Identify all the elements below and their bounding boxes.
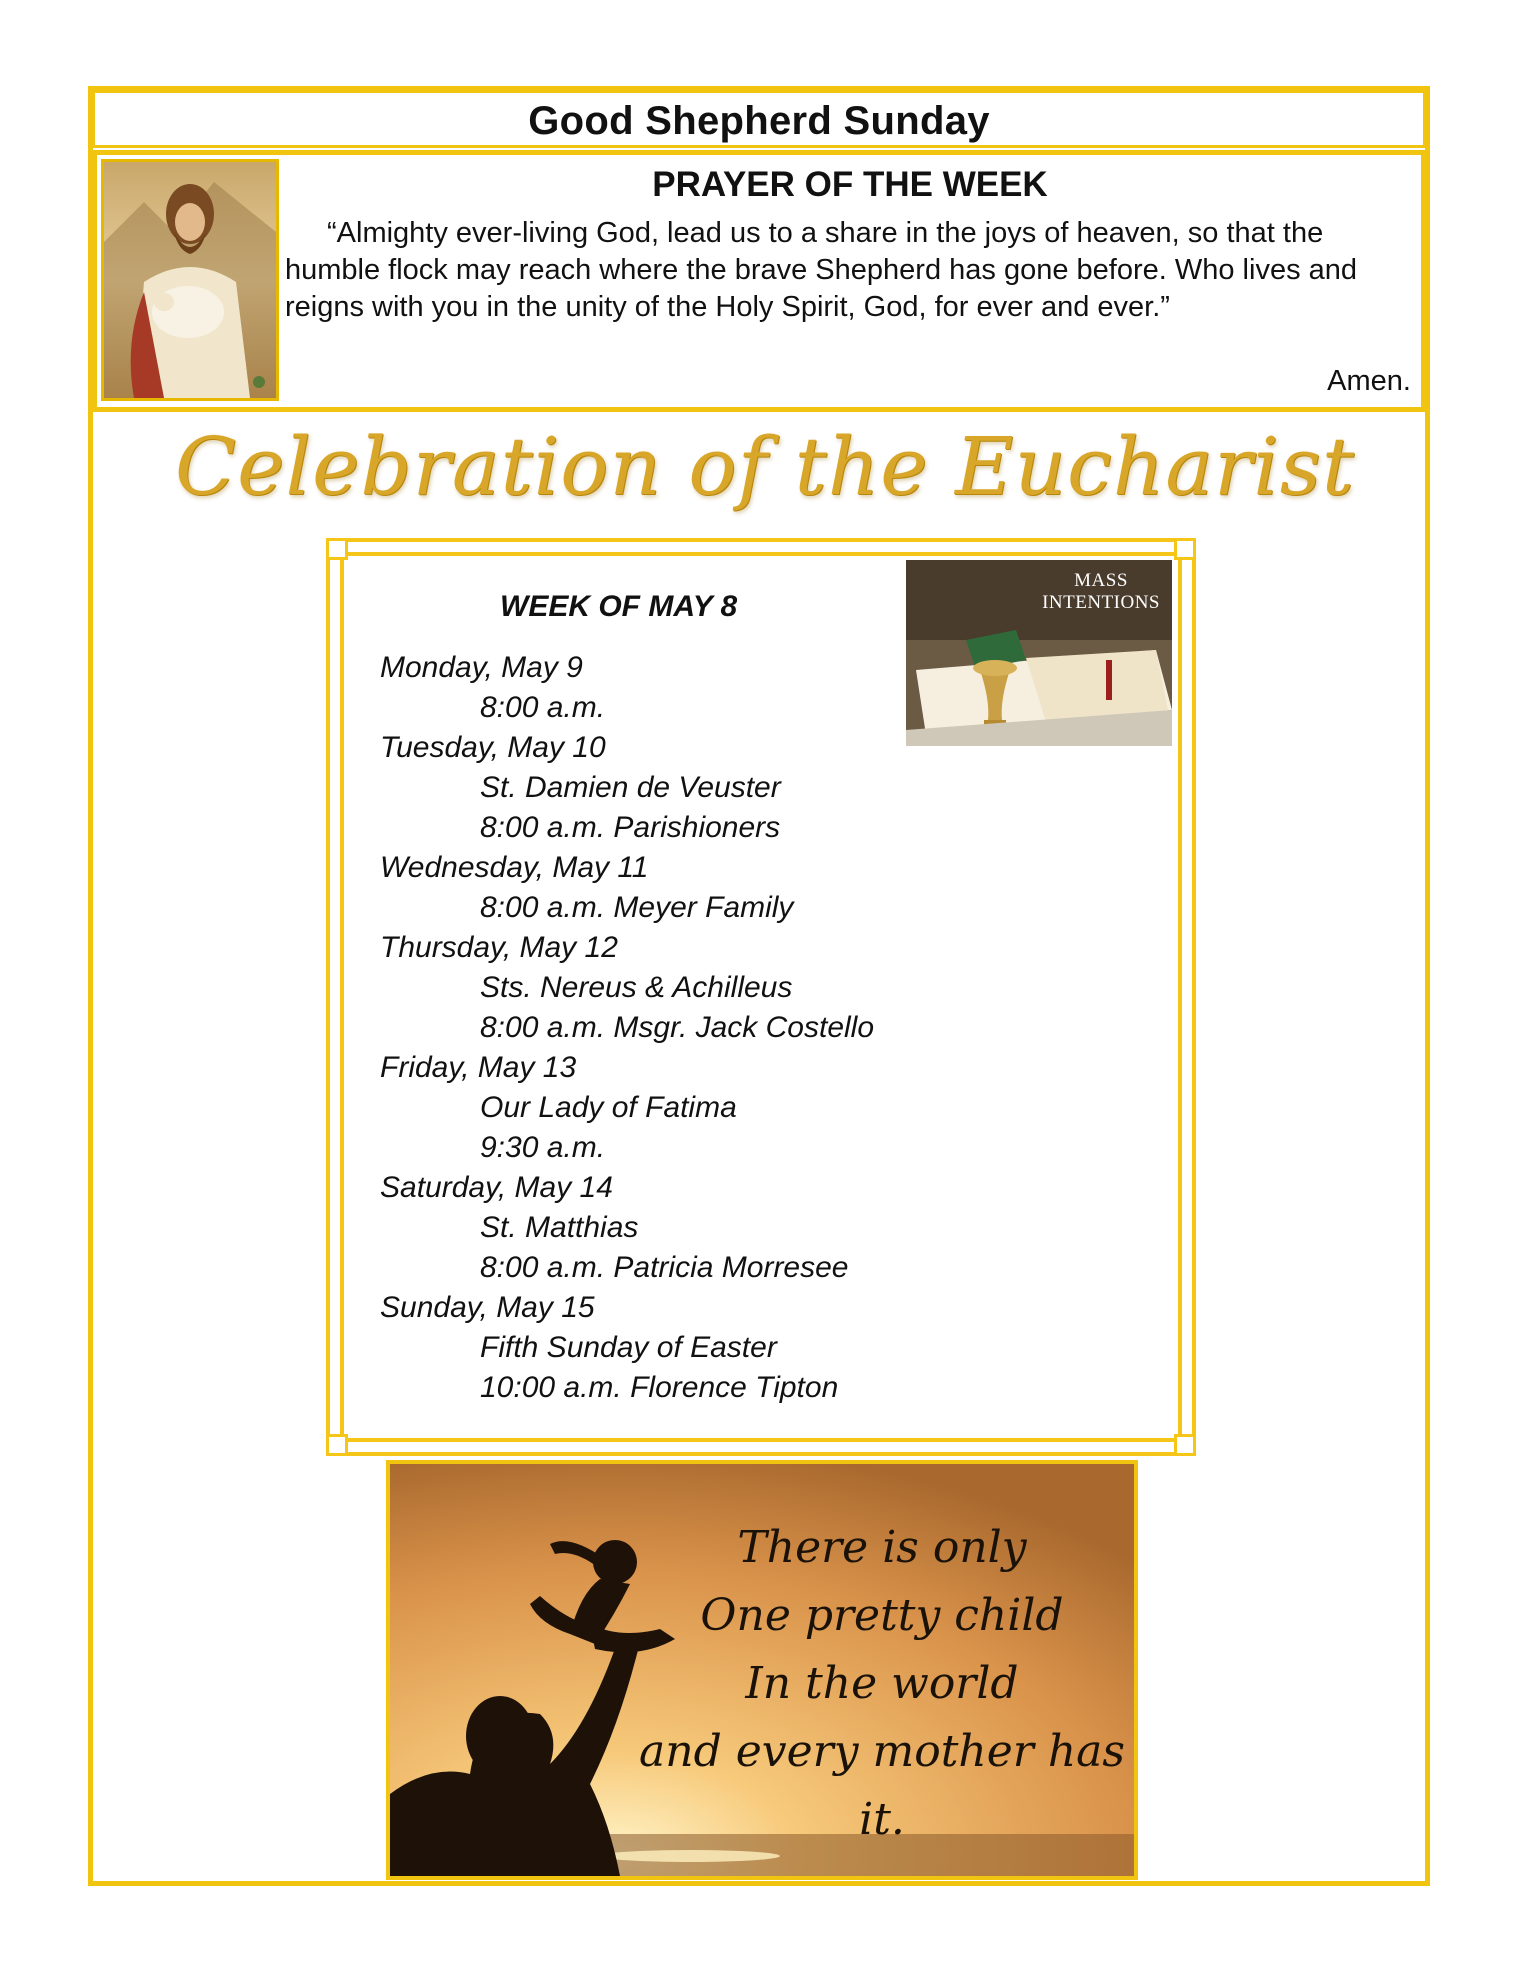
day-label: Sunday, May 15 — [380, 1291, 595, 1324]
day-entry: Our Lady of Fatima — [480, 1091, 737, 1124]
schedule-day — [380, 1288, 874, 1408]
day-label: Saturday, May 14 — [380, 1171, 613, 1204]
frame-corner — [1174, 538, 1196, 560]
title-bar — [92, 90, 1426, 148]
day-entry: St. Damien de Veuster — [480, 771, 781, 804]
day-entry: 8:00 a.m. Meyer Family — [480, 891, 794, 924]
day-label: Friday, May 13 — [380, 1051, 577, 1084]
day-entry: Sts. Nereus & Achilleus — [480, 971, 793, 1004]
quote-line: One pretty child — [700, 1590, 1064, 1641]
mass-intentions-image — [906, 560, 1172, 746]
day-entry: 8:00 a.m. — [480, 691, 606, 724]
quote-line: and every mother has it. — [639, 1726, 1125, 1845]
day-label: Wednesday, May 11 — [380, 851, 649, 884]
mass-intentions-caption — [1042, 570, 1160, 614]
prayer-box — [92, 150, 1426, 412]
day-entry: St. Matthias — [480, 1211, 639, 1244]
day-label: Tuesday, May 10 — [380, 731, 606, 764]
mass-schedule — [380, 648, 874, 1408]
frame-corner — [326, 538, 348, 560]
schedule-day — [380, 1048, 874, 1168]
prayer-amen: Amen. — [1327, 365, 1411, 397]
schedule-day — [380, 728, 874, 848]
day-entry: 8:00 a.m. Patricia Morresee — [480, 1251, 849, 1284]
day-entry: 8:00 a.m. Parishioners — [480, 811, 781, 844]
quote-line: In the world — [745, 1658, 1019, 1709]
day-entry: 8:00 a.m. Msgr. Jack Costello — [480, 1011, 875, 1044]
frame-corner — [326, 1434, 348, 1456]
schedule-day — [380, 928, 874, 1048]
mother-quote — [630, 1514, 1134, 1854]
day-label: Thursday, May 12 — [380, 931, 618, 964]
schedule-day — [380, 848, 874, 928]
caption-line: INTENTIONS — [1042, 592, 1160, 613]
quote-line: There is only — [737, 1522, 1027, 1573]
page-title: Good Shepherd Sunday — [528, 99, 990, 143]
schedule-day — [380, 1168, 874, 1288]
caption-line: MASS — [1074, 570, 1128, 591]
prayer-text: “Almighty ever-living God, lead us to a share in the joys of heaven, so that the humble flock may reach where the brave Shepherd has gone before. Who lives and reigns with you in the unity of the Holy Spirit, God, for ever and ever.” — [285, 217, 1358, 323]
schedule-day — [380, 648, 874, 728]
day-entry: Fifth Sunday of Easter — [480, 1331, 777, 1364]
mother-child-image — [386, 1460, 1138, 1880]
week-heading: WEEK OF MAY 8 — [500, 590, 738, 623]
prayer-heading: PRAYER OF THE WEEK — [652, 165, 1048, 204]
eucharist-title: Celebration of the Eucharist — [174, 420, 1356, 513]
day-label: Monday, May 9 — [380, 651, 583, 684]
day-entry: 9:30 a.m. — [480, 1131, 606, 1164]
good-shepherd-image — [101, 159, 279, 401]
day-entry: 10:00 a.m. Florence Tipton — [480, 1371, 839, 1404]
frame-corner — [1174, 1434, 1196, 1456]
